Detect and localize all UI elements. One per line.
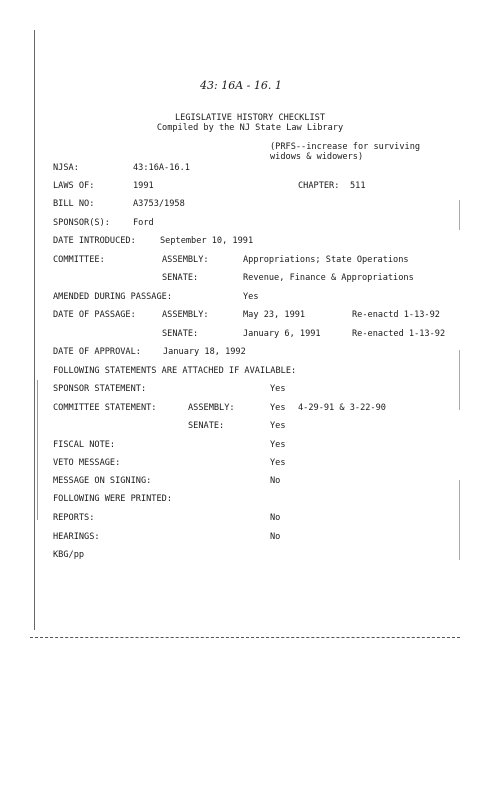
date-introduced-label: DATE INTRODUCED: [53,236,136,246]
date-introduced-value: September 10, 1991 [160,236,254,246]
following-attached-heading: FOLLOWING STATEMENTS ARE ATTACHED IF AVAILABLE: [53,366,297,376]
committee-senate-value: Revenue, Finance & Appropriations [243,273,414,283]
chapter-label: CHAPTER: [298,181,340,191]
sponsor-statement-value: Yes [270,384,286,394]
right-scan-edge-mark-3 [459,480,460,560]
committee-statement-senate-value: Yes [270,421,286,431]
right-scan-edge-mark-2 [459,350,460,410]
committee-statement-assembly-label: ASSEMBLY: [188,403,235,413]
left-scan-edge-line-2 [37,380,38,520]
bill-no-value: A3753/1958 [133,199,185,209]
committee-statement-assembly-value: Yes [270,403,286,413]
laws-of-label: LAWS OF: [53,181,95,191]
preparer-initials: KBG/pp [53,550,85,560]
committee-statement-assembly-dates: 4-29-91 & 3-22-90 [298,403,386,413]
fiscal-note-value: Yes [270,440,286,450]
sponsor-value: Ford [133,218,154,228]
passage-senate-note: Re-enacted 1-13-92 [352,329,446,339]
right-scan-edge-mark [459,200,460,230]
chapter-value: 511 [350,181,366,191]
passage-senate-label: SENATE: [162,329,199,339]
passage-assembly-label: ASSEMBLY: [162,310,209,320]
reports-value: No [270,513,281,523]
checklist-title: LEGISLATIVE HISTORY CHECKLIST [174,113,326,123]
committee-statement-senate-label: SENATE: [188,421,225,431]
committee-senate-label: SENATE: [162,273,199,283]
committee-assembly-label: ASSEMBLY: [162,255,209,265]
sponsor-label: SPONSOR(S): [53,218,110,228]
date-of-approval-label: DATE OF APPROVAL: [53,347,141,357]
passage-assembly-note: Re-enactd 1-13-92 [352,310,440,320]
hearings-label: HEARINGS: [53,532,100,542]
committee-assembly-value: Appropriations; State Operations [243,255,409,265]
committee-statement-label: COMMITTEE STATEMENT: [53,403,157,413]
committee-label: COMMITTEE: [53,255,105,265]
fiscal-note-label: FISCAL NOTE: [53,440,116,450]
message-on-signing-label: MESSAGE ON SIGNING: [53,476,152,486]
checklist-subtitle: Compiled by the NJ State Law Library [156,123,344,133]
bill-no-label: BILL NO: [53,199,95,209]
message-on-signing-value: No [270,476,281,486]
bottom-scan-edge-line [30,637,460,639]
following-printed-heading: FOLLOWING WERE PRINTED: [53,494,172,504]
date-of-approval-value: January 18, 1992 [163,347,246,357]
hearings-value: No [270,532,281,542]
veto-message-label: VETO MESSAGE: [53,458,121,468]
left-scan-edge-line [34,30,35,630]
njsa-label: NJSA: [53,163,79,173]
laws-of-value: 1991 [133,181,154,191]
njsa-value: 43:16A-16.1 [133,163,190,173]
passage-senate-value: January 6, 1991 [243,329,321,339]
sponsor-statement-label: SPONSOR STATEMENT: [53,384,147,394]
passage-assembly-value: May 23, 1991 [243,310,306,320]
subject-note-line1: (PRFS--increase for surviving [270,142,421,152]
veto-message-value: Yes [270,458,286,468]
date-of-passage-label: DATE OF PASSAGE: [53,310,136,320]
amended-value: Yes [243,292,259,302]
handwritten-statute-number: 43: 16A - 16. 1 [200,79,282,92]
subject-note-line2: widows & widowers) [270,152,364,162]
reports-label: REPORTS: [53,513,95,523]
amended-label: AMENDED DURING PASSAGE: [53,292,172,302]
